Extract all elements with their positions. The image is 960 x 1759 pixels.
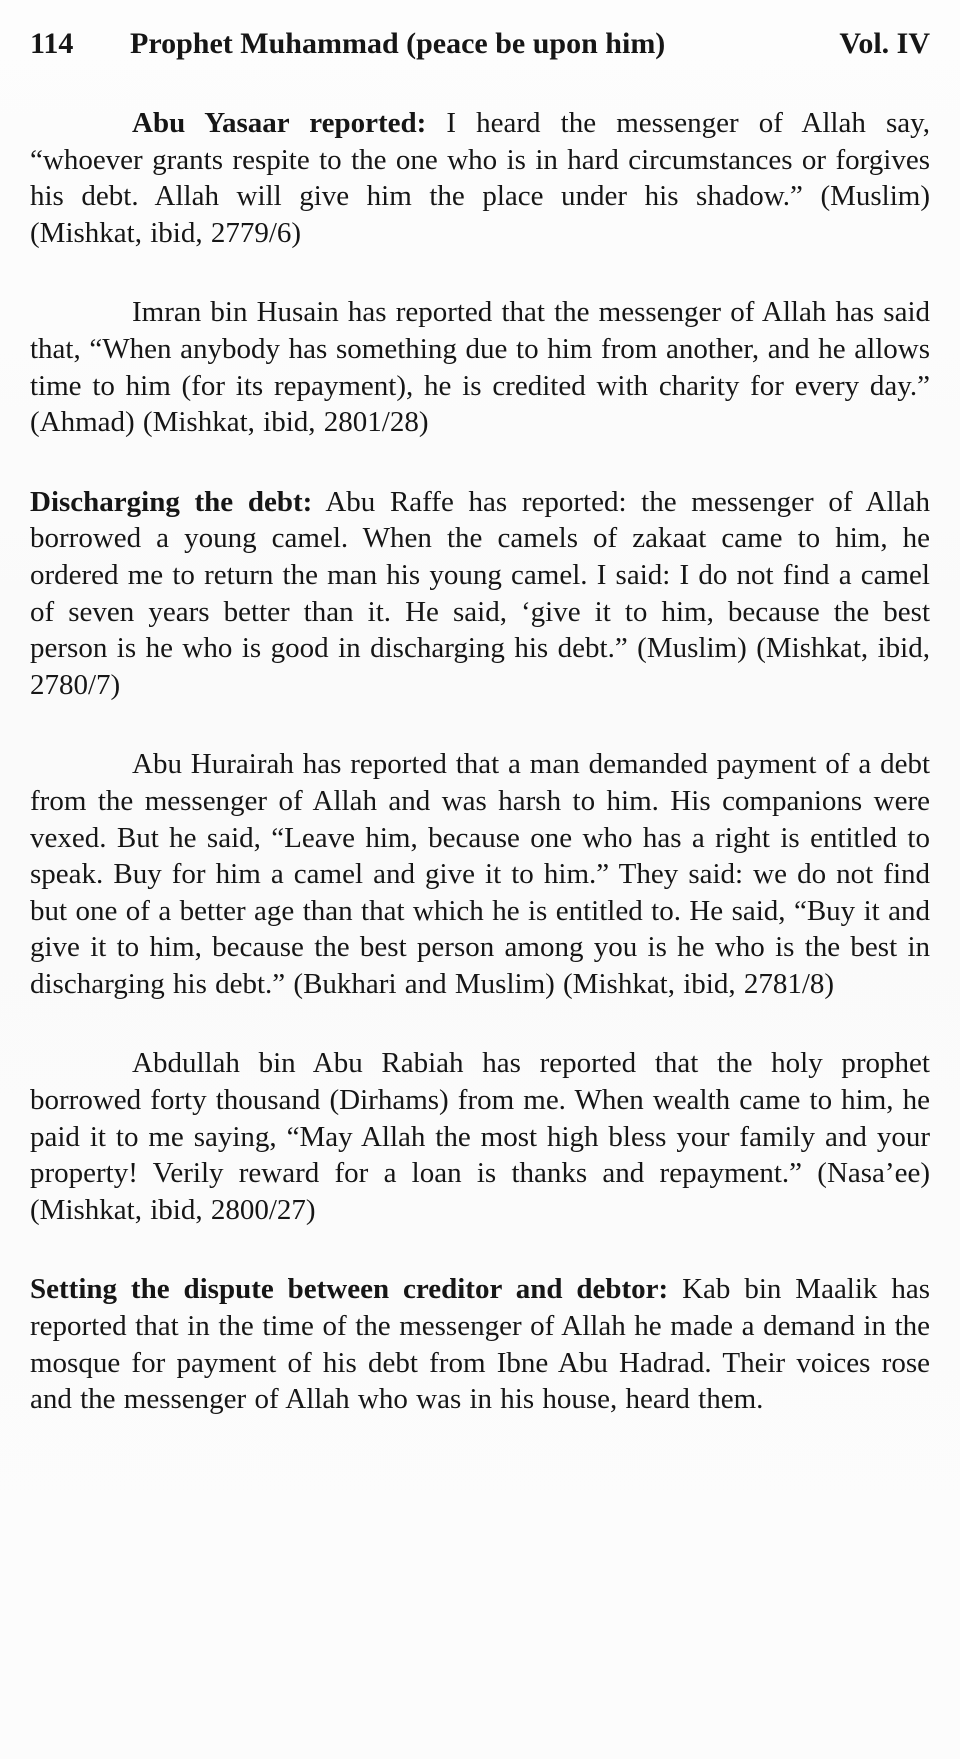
- paragraph-imran-bin-husain: [30, 294, 930, 440]
- paragraph-setting-the-dispute: [30, 1271, 930, 1417]
- paragraph-abu-hurairah: [30, 746, 930, 1002]
- paragraph-lead: Discharging the debt:: [30, 485, 313, 518]
- paragraph-abu-yasaar: [30, 105, 930, 251]
- paragraph-text: Abu Raffe has reported: the messenger of Allah borrowed a young camel. When the camels of zakaat came to him, he ordered me to return the man his young camel. I said: I do not find a camel of seven years better than it. He said, ‘give it to him, because the best person is he who is good in discharging his debt.” (Muslim) (Mishkat, ibid, 2780/7): [30, 485, 930, 701]
- page-header: [30, 26, 930, 62]
- paragraph-text: I heard the messenger of Allah say, “whoever grants respite to the one who is in hard circumstances or forgives his debt. Allah will give him the place under his shadow.” (Muslim) (Mishkat, ibid, 2779/6): [30, 107, 930, 249]
- paragraph-text: Abu Hurairah has reported that a man demanded payment of a debt from the messenger of Allah and was harsh to him. His companions were vexed. But he said, “Leave him, because one who has a right is entitled to speak. Buy for him a camel and give it to him.” They said: we do not find but one of a better age than that which he is entitled to. He said, “Buy it and give it to him, because the best person among you is he who is the best in discharging his debt.” (Bukhari and Muslim) (Mishkat, ibid, 2781/8): [30, 748, 930, 1000]
- page-number: 114: [30, 27, 74, 60]
- paragraph-text: Kab bin Maalik has reported that in the time of the messenger of Allah he made a demand in the mosque for payment of his debt from Ibne Abu Hadrad. Their voices rose and the messenger of Allah who was in his house, heard them.: [30, 1273, 930, 1416]
- paragraph-text: Imran bin Husain has reported that the messenger of Allah has said that, “When anybody has something due to him from another, and he allows time to him (for its repayment), he is credited with charity for every day.” (Ahmad) (Mishkat, ibid, 2801/28): [30, 296, 930, 439]
- paragraph-abdullah-bin-abu-rabiah: [30, 1045, 930, 1228]
- volume-label: Vol. IV: [839, 27, 930, 60]
- page-title: Prophet Muhammad (peace be upon him): [130, 27, 666, 60]
- paragraph-text: Abdullah bin Abu Rabiah has reported that the holy prophet borrowed forty thousand (Dirhams) from me. When wealth came to him, he paid it to me saying, “May Allah the most high bless your family and your property! Verily reward for a loan is thanks and repayment.” (Nasa’ee) (Mishkat, ibid, 2800/27): [30, 1047, 930, 1226]
- paragraph-discharging-the-debt: [30, 484, 930, 704]
- page-body: [30, 105, 930, 1418]
- paragraph-lead: Abu Yasaar reported:: [132, 107, 427, 139]
- paragraph-lead: Setting the dispute between creditor and debtor:: [30, 1273, 669, 1306]
